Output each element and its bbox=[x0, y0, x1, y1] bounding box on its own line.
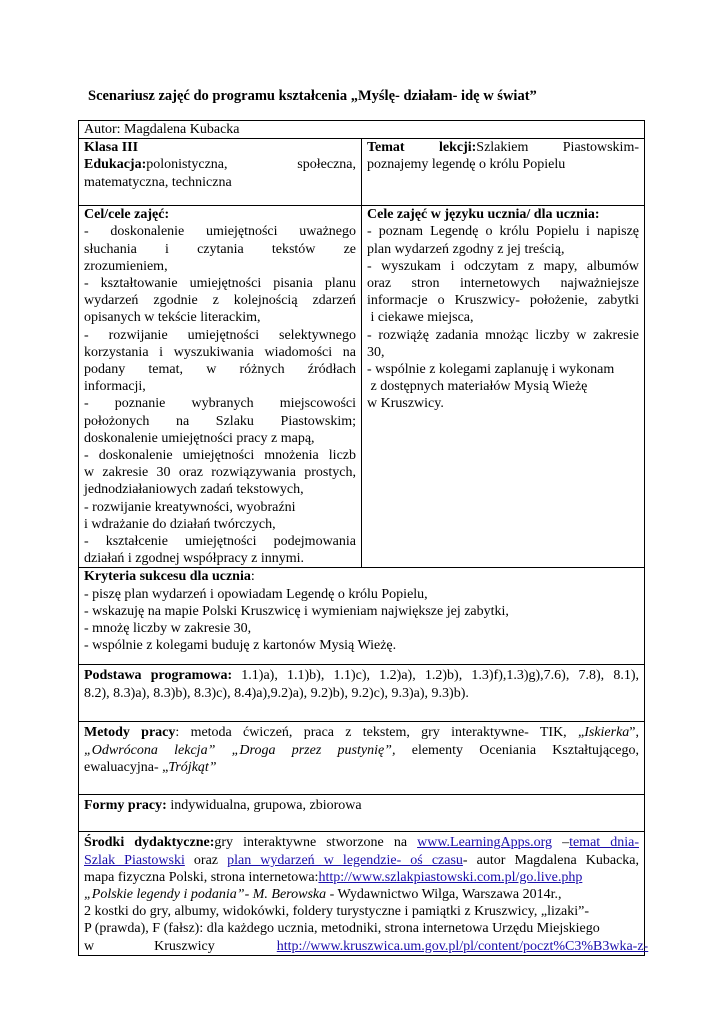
materials-line-6: P (prawda), F (fałsz): dla każdego ucznia, metodniki, strona internetowa Urzędu Miejskiego bbox=[84, 921, 600, 937]
goal-line: wydarzeń zgodnie z kolejnością zdarzeń bbox=[84, 293, 356, 309]
goal-line: - poznanie wybranych miejscowości bbox=[84, 396, 356, 412]
author-row bbox=[79, 121, 645, 139]
goal-line: położonych na Szlaku Piastowskim; bbox=[84, 413, 356, 429]
student-goal-line: - wspólnie z kolegami zaplanuję i wykonam bbox=[367, 362, 615, 378]
class-label: Klasa III bbox=[84, 140, 139, 156]
author-cell bbox=[79, 121, 645, 139]
student-goals-cell bbox=[362, 206, 645, 568]
forms-cell bbox=[79, 795, 645, 832]
methods-row bbox=[79, 722, 645, 795]
goal-line: - doskonalenie umiejętności uważnego bbox=[84, 224, 356, 240]
curriculum-row bbox=[79, 665, 645, 722]
criteria-line: - mnożę liczby w zakresie 30, bbox=[84, 621, 252, 637]
topic-text-1: Szlakiem Piastowskim- bbox=[476, 140, 639, 156]
student-goal-line: plan wydarzeń zgodny z jej treścią, bbox=[367, 241, 565, 257]
curriculum-text-1: 1.1)a), 1.1)b), 1.1)c), 1.2)a), 1.2)b), 1.3)f),1.3)g),7.6), 7.8), 8.1), bbox=[232, 668, 639, 684]
goals-heading: Cel/cele zajęć: bbox=[84, 207, 170, 223]
methods-line-1 bbox=[84, 724, 639, 741]
goals-cell bbox=[79, 206, 362, 568]
student-goal-line: informacje o Kruszwicy- położenie, zabytki bbox=[367, 293, 639, 309]
goal-line: jednodziałaniowych zadań tekstowych, bbox=[84, 482, 304, 498]
materials-label: Środki dydaktyczne: bbox=[84, 835, 215, 851]
materials-cell bbox=[79, 832, 649, 955]
materials-line-1 bbox=[84, 834, 639, 851]
forms-row bbox=[79, 795, 645, 832]
methods-odwrocona: „Odwrócona lekcja” „Droga przez pustynię”, bbox=[84, 742, 396, 758]
education-label: Edukacja: bbox=[84, 157, 147, 173]
goal-line: - kształtowanie umiejętności pisania planu bbox=[84, 276, 356, 292]
student-goal-line: z dostępnych materiałów Mysią Wieżę bbox=[367, 379, 588, 395]
criteria-line: - piszę plan wydarzeń i opowiadam Legendę o królu Popielu, bbox=[84, 586, 428, 602]
goal-line: podany temat, w różnych źródłach bbox=[84, 362, 356, 378]
materials-w: w bbox=[84, 938, 95, 954]
methods-text-1: : metoda ćwiczeń, praca z tekstem, gry interaktywne- TIK, „ bbox=[175, 725, 585, 741]
materials-text-2: – bbox=[552, 835, 570, 851]
goal-line: doskonalenie umiejętności pracy z mapą, bbox=[84, 430, 315, 446]
topic-day-link-cont[interactable]: Szlak Piastowski bbox=[84, 852, 185, 868]
goal-line: korzystania i wyszukiwania wiadomości na bbox=[84, 344, 356, 360]
topic-line-1 bbox=[367, 139, 639, 156]
education-line-1 bbox=[84, 156, 356, 173]
methods-line-3 bbox=[84, 759, 639, 776]
curriculum-cell bbox=[79, 665, 645, 722]
criteria-line: - wspólnie z kolegami buduję z kartonów Mysią Wieżę. bbox=[84, 638, 397, 654]
materials-line-2 bbox=[84, 852, 639, 869]
curriculum-text-2: 8.2), 8.3)a), 8.3)b), 8.3)c), 8.4)a),9.2)a), 9.2)b), 9.2)c), 9.3)a), 9.3)b). bbox=[84, 685, 469, 701]
materials-line-4 bbox=[84, 886, 639, 903]
goal-line: i wdrażanie do działań twórczych, bbox=[84, 516, 276, 532]
kruszwica-link[interactable]: http://www.kruszwica.um.gov.pl/pl/content/poczt%C3%B3wka-z- bbox=[276, 938, 649, 954]
methods-text-2: ”, bbox=[629, 725, 639, 741]
methods-line-2 bbox=[84, 742, 639, 759]
student-goal-line: w Kruszwicy. bbox=[367, 396, 444, 412]
topic-text-2: poznajemy legendę o królu Popielu bbox=[367, 157, 566, 173]
methods-trojkat: Trójkąt” bbox=[168, 759, 217, 775]
materials-text-5: mapa fizyczna Polski, strona internetowa: bbox=[84, 869, 319, 885]
class-cell bbox=[79, 139, 362, 206]
goal-line: w zakresie 30 oraz rozwiązywania prostych, bbox=[84, 465, 356, 481]
topic-cell bbox=[362, 139, 645, 206]
curriculum-line-1 bbox=[84, 667, 639, 684]
materials-row bbox=[79, 832, 645, 955]
student-goal-line: 30, bbox=[367, 344, 385, 360]
criteria-cell bbox=[79, 568, 645, 665]
criteria-line: - wskazuję na mapie Polski Kruszwicę i wymieniam największe jej zabytki, bbox=[84, 603, 509, 619]
materials-line-7 bbox=[84, 938, 649, 955]
criteria-heading: Kryteria sukcesu dla ucznia bbox=[84, 569, 251, 585]
goal-line: - rozwijanie umiejętności selektywnego bbox=[84, 327, 356, 343]
student-goal-line: - poznam Legendę o królu Popielu i napiszę bbox=[367, 224, 639, 240]
curriculum-label: Podstawa programowa: bbox=[84, 668, 233, 684]
criteria-row bbox=[79, 568, 645, 665]
topic-day-link[interactable]: temat dnia- bbox=[569, 835, 639, 851]
learningapps-link[interactable]: www.LearningApps.org bbox=[417, 835, 553, 851]
page-title: Scenariusz zajęć do programu kształcenia „Myślę- działam- idę w świat” bbox=[88, 88, 537, 104]
szlakpiastowski-link[interactable]: http://www.szlakpiastowski.com.pl/go.live.php bbox=[318, 869, 583, 885]
student-goal-line: oraz stron internetowych najważniejsze bbox=[367, 276, 639, 292]
materials-text-6: - Wydawnictwo Wilga, Warszawa 2014r., bbox=[326, 887, 562, 903]
student-goal-line: - wyszukam i odczytam z mapy, albumów bbox=[367, 258, 639, 274]
materials-text-1: gry interaktywne stworzone na bbox=[214, 835, 418, 851]
scenario-table bbox=[78, 120, 649, 956]
goal-line: - doskonalenie umiejętności mnożenia liczb bbox=[84, 448, 356, 464]
goal-line: - rozwijanie kreatywności, wyobraźni bbox=[84, 499, 296, 515]
methods-text-3: elementy Oceniania Kształtującego, bbox=[395, 742, 639, 758]
book-title: „Polskie legendy i podania”- M. Berowska bbox=[84, 887, 327, 903]
education-text-2: matematyczna, techniczna bbox=[84, 174, 232, 190]
materials-line-5: 2 kostki do gry, albumy, widokówki, foldery turystyczne i pamiątki z Kruszwicy, „lizaki”- bbox=[84, 904, 590, 920]
forms-text: indywidualna, grupowa, zbiorowa bbox=[166, 798, 362, 814]
goal-line: informacji, bbox=[84, 379, 146, 395]
methods-iskierka: Iskierka bbox=[584, 725, 630, 741]
goals-row bbox=[79, 206, 645, 568]
class-topic-row bbox=[79, 139, 645, 206]
goal-line: opisanych w tekście literackim, bbox=[84, 310, 261, 326]
topic-label: Temat lekcji: bbox=[367, 140, 477, 156]
methods-cell bbox=[79, 722, 645, 795]
goal-line: słuchania i czytania tekstów ze bbox=[84, 241, 356, 257]
forms-label: Formy pracy: bbox=[84, 798, 167, 814]
criteria-colon: : bbox=[250, 569, 255, 585]
student-goal-line: i ciekawe miejsca, bbox=[367, 310, 474, 326]
methods-label: Metody pracy bbox=[84, 725, 176, 741]
materials-line-3 bbox=[84, 869, 639, 886]
author-text: Autor: Magdalena Kubacka bbox=[84, 122, 240, 137]
timeline-link[interactable]: plan wydarzeń w legendzie- oś czasu bbox=[227, 852, 463, 868]
student-goal-line: - rozwiążę zadania mnożąc liczby w zakresie bbox=[367, 327, 639, 343]
materials-text-4: - autor Magdalena Kubacka, bbox=[462, 852, 640, 868]
goal-line: - kształcenie umiejętności podejmowania bbox=[84, 534, 356, 550]
methods-text-4: ewaluacyjna- „ bbox=[84, 759, 169, 775]
goal-line: działań i zgodnej współpracy z innymi. bbox=[84, 551, 305, 567]
student-goals-heading: Cele zajęć w języku ucznia/ dla ucznia: bbox=[367, 207, 600, 223]
materials-kruszwicy: Kruszwicy bbox=[154, 938, 215, 954]
goal-line: zrozumieniem, bbox=[84, 258, 168, 274]
education-text-1: polonistyczna, społeczna, bbox=[146, 157, 356, 173]
materials-text-3: oraz bbox=[184, 852, 228, 868]
